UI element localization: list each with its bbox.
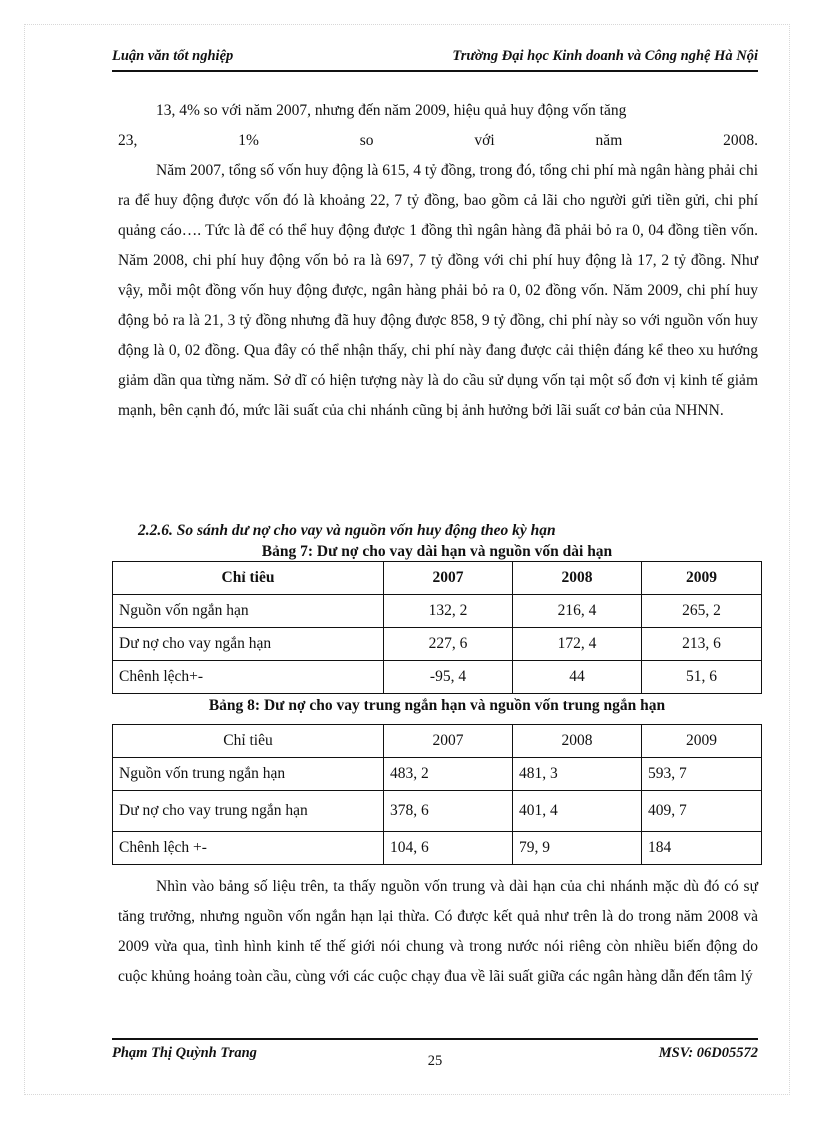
header-university-label: Trường Đại học Kinh doanh và Công nghệ Hà Nội — [452, 48, 758, 64]
table-cell: Chênh lệch +- — [113, 832, 384, 865]
table-header-cell: 2009 — [642, 725, 762, 758]
table-cell: Nguồn vốn trung ngắn hạn — [113, 758, 384, 791]
paragraph-line-1: 13, 4% so với năm 2007, nhưng đến năm 2009, hiệu quả huy động vốn tăng — [156, 102, 627, 119]
table8-title: Bảng 8: Dư nợ cho vay trung ngắn hạn và nguồn vốn trung ngắn hạn — [208, 697, 666, 714]
body-text-bottom — [118, 872, 758, 992]
table-header-row — [113, 725, 762, 758]
table-cell: 593, 7 — [642, 758, 762, 791]
table-cell: 227, 6 — [384, 628, 513, 661]
table8 — [112, 724, 762, 865]
table-cell: 401, 4 — [513, 791, 642, 832]
table-cell: 213, 6 — [642, 628, 762, 661]
footer-author: Phạm Thị Quỳnh Trang — [112, 1045, 257, 1061]
table-cell: Chênh lệch+- — [113, 661, 384, 694]
table7 — [112, 561, 762, 694]
page-footer — [112, 1038, 758, 1074]
table-cell: 481, 3 — [513, 758, 642, 791]
page-number: 25 — [427, 1053, 443, 1069]
table-header-cell: 2008 — [513, 725, 642, 758]
table-cell: Dư nợ cho vay trung ngắn hạn — [113, 791, 384, 832]
table-cell: 132, 2 — [384, 595, 513, 628]
table-header-cell: Chỉ tiêu — [113, 562, 384, 595]
table-cell: 172, 4 — [513, 628, 642, 661]
table-cell: -95, 4 — [384, 661, 513, 694]
table-cell: 44 — [513, 661, 642, 694]
table7-title: Bảng 7: Dư nợ cho vay dài hạn và nguồn vốn dài hạn — [261, 543, 613, 560]
footer-student-id: MSV: 06D05572 — [658, 1045, 758, 1061]
table-row — [113, 832, 762, 865]
table-cell: 79, 9 — [513, 832, 642, 865]
table-row — [113, 661, 762, 694]
table-cell: Nguồn vốn ngắn hạn — [113, 595, 384, 628]
table-cell: 104, 6 — [384, 832, 513, 865]
paragraph-cost-analysis: Năm 2007, tổng số vốn huy động là 615, 4 tỷ đồng, trong đó, tổng chi phí mà ngân hàng phải chi ra để huy động được vốn đó là khoảng 22, 7 tỷ đồng, bao gồm cả lãi cho người gửi tiền gửi, chi phí quảng cáo…. Tức là để có thể huy động được 1 đồng thì ngân hàng đã phải bỏ ra 0, 04 đồng tiền vốn. Năm 2008, chi phí huy động vốn bỏ ra là 697, 7 tỷ đồng với chi phí huy động là 17, 2 tỷ đồng. Như vậy, mỗi một đồng vốn huy động được, ngân hàng phải bỏ ra 0, 02 đồng vốn. Năm 2009, chi phí huy động bỏ ra là 21, 3 tỷ đồng nhưng đã huy động được 858, 9 tỷ đồng, chi phí này so với nguồn vốn huy động là 0, 02 đồng. Qua đây có thể nhận thấy, chi phí này đang được cải thiện đáng kể theo xu hướng giảm dần qua từng năm. Sở dĩ có hiện tượng này là do cầu sử dụng vốn tại một số đơn vị kinh tế giảm mạnh, bên cạnh đó, mức lãi suất của chi nhánh cũng bị ảnh hưởng bởi lãi suất cơ bản của NHNN. — [118, 162, 758, 419]
table-row — [113, 791, 762, 832]
header-thesis-label: Luận văn tốt nghiệp — [112, 48, 234, 64]
table-row — [113, 595, 762, 628]
table-cell: 216, 4 — [513, 595, 642, 628]
table-cell: 184 — [642, 832, 762, 865]
paragraph-conclusion: Nhìn vào bảng số liệu trên, ta thấy nguồn vốn trung và dài hạn của chi nhánh mặc dù đó có sự tăng trưởng, nhưng nguồn vốn ngắn hạn lại thừa. Có được kết quả như trên là do trong năm 2008 và 2009 vừa qua, tình hình kinh tế thế giới nói chung và trong nước nói riêng còn nhiều biến động do cuộc khủng hoảng toàn cầu, cùng với các cuộc chạy đua về lãi suất giữa các ngân hàng dẫn đến tâm lý — [118, 878, 758, 985]
table-cell: 265, 2 — [642, 595, 762, 628]
body-text-top — [118, 96, 758, 426]
section-heading: 2.2.6. So sánh dư nợ cho vay và nguồn vốn huy động theo kỳ hạn — [138, 522, 556, 539]
table-cell: 51, 6 — [642, 661, 762, 694]
table-cell: 378, 6 — [384, 791, 513, 832]
table-cell: 409, 7 — [642, 791, 762, 832]
table-header-cell: 2007 — [384, 562, 513, 595]
page-header — [112, 44, 758, 72]
table-header-cell: 2008 — [513, 562, 642, 595]
table-header-cell: Chỉ tiêu — [113, 725, 384, 758]
table-row — [113, 628, 762, 661]
paragraph-line-2: 23, 1% so với năm 2008. — [118, 132, 758, 149]
table-cell: 483, 2 — [384, 758, 513, 791]
table-row — [113, 758, 762, 791]
table-cell: Dư nợ cho vay ngắn hạn — [113, 628, 384, 661]
table-header-row — [113, 562, 762, 595]
table-header-cell: 2007 — [384, 725, 513, 758]
table-header-cell: 2009 — [642, 562, 762, 595]
